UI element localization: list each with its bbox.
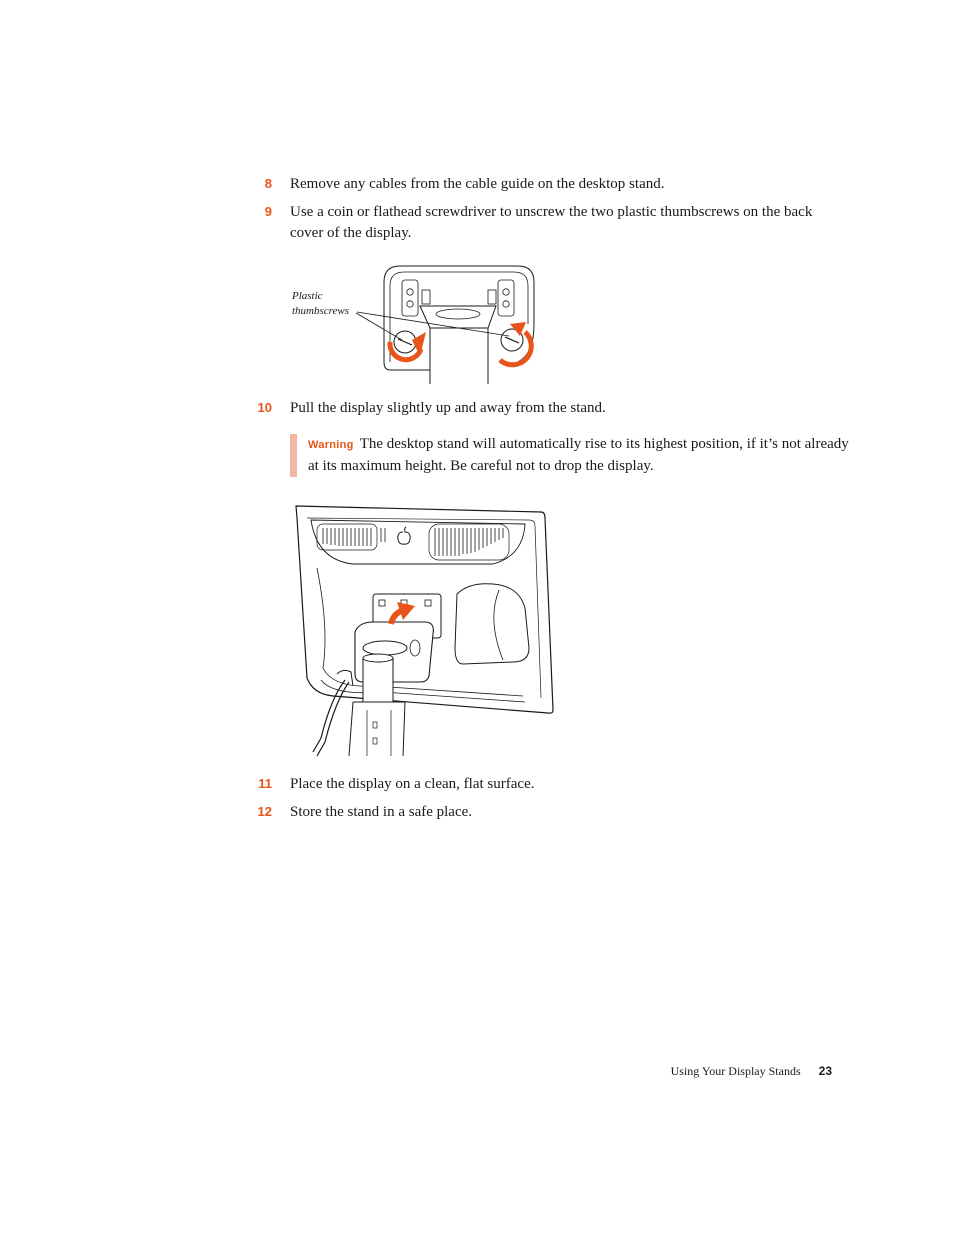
step-number: 9 bbox=[264, 204, 272, 219]
step-10 bbox=[240, 398, 840, 419]
footer-section-title: Using Your Display Stands bbox=[670, 1064, 801, 1078]
page-number: 23 bbox=[818, 1064, 832, 1078]
callout-leader-line-right bbox=[355, 308, 515, 340]
step-number: 8 bbox=[264, 176, 272, 191]
step-11 bbox=[240, 774, 840, 795]
step-number: 10 bbox=[257, 400, 272, 415]
step-9 bbox=[240, 202, 840, 244]
warning-note bbox=[290, 434, 853, 477]
step-12 bbox=[240, 802, 840, 823]
step-number: 12 bbox=[257, 804, 272, 819]
page-footer bbox=[671, 1064, 832, 1079]
step-text: Pull the display slightly up and away from the stand. bbox=[290, 400, 606, 416]
callout-line: Plastic bbox=[292, 290, 323, 302]
warning-text: The desktop stand will automatically rise to its highest position, if it’s not already at its maximum height. Be careful not to drop the display. bbox=[308, 436, 849, 474]
step-number: 11 bbox=[258, 776, 272, 791]
step-text: Place the display on a clean, flat surface. bbox=[290, 776, 535, 792]
callout-line: thumbscrews bbox=[292, 305, 350, 317]
figure-callout-thumbscrews bbox=[292, 289, 349, 319]
step-text: Remove any cables from the cable guide on the desktop stand. bbox=[290, 176, 665, 192]
step-text: Use a coin or flathead screwdriver to unscrew the two plastic thumbscrews on the back cover of the display. bbox=[290, 204, 813, 241]
step-text: Store the stand in a safe place. bbox=[290, 804, 473, 820]
step-8 bbox=[240, 174, 840, 195]
display-removal-illustration bbox=[293, 498, 555, 758]
warning-label: Warning bbox=[308, 439, 354, 451]
